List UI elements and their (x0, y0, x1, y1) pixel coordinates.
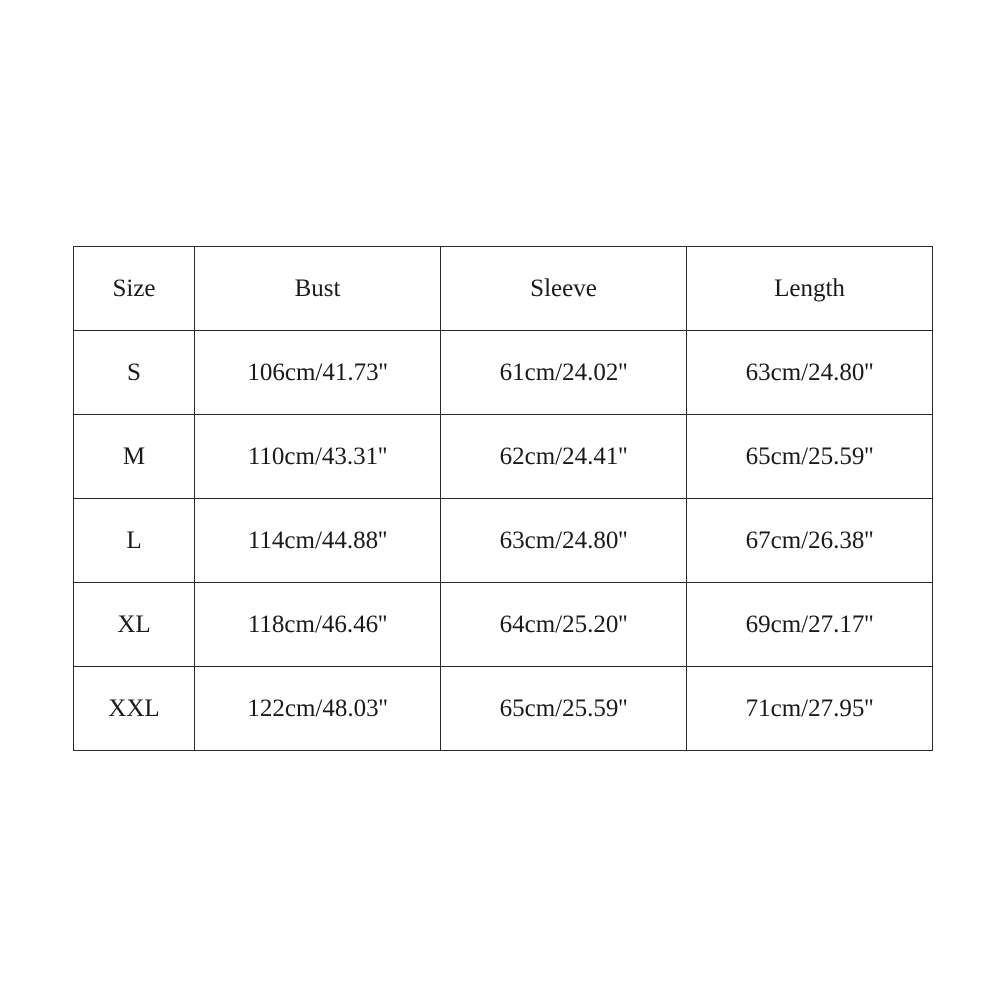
header-length: Length (687, 247, 933, 331)
cell-bust: 114cm/44.88'' (195, 499, 441, 583)
cell-sleeve: 63cm/24.80'' (441, 499, 687, 583)
cell-size: L (74, 499, 195, 583)
cell-sleeve: 61cm/24.02'' (441, 331, 687, 415)
table-row (74, 667, 933, 751)
cell-length: 71cm/27.95'' (687, 667, 933, 751)
cell-size: S (74, 331, 195, 415)
cell-sleeve: 62cm/24.41'' (441, 415, 687, 499)
cell-length: 67cm/26.38'' (687, 499, 933, 583)
cell-length: 69cm/27.17'' (687, 583, 933, 667)
size-chart-header (74, 247, 933, 331)
table-row (74, 415, 933, 499)
cell-sleeve: 65cm/25.59'' (441, 667, 687, 751)
cell-size: XXL (74, 667, 195, 751)
cell-length: 65cm/25.59'' (687, 415, 933, 499)
header-bust: Bust (195, 247, 441, 331)
cell-bust: 110cm/43.31'' (195, 415, 441, 499)
cell-bust: 118cm/46.46'' (195, 583, 441, 667)
cell-bust: 122cm/48.03'' (195, 667, 441, 751)
header-row (74, 247, 933, 331)
table-row (74, 583, 933, 667)
table-row (74, 331, 933, 415)
header-size: Size (74, 247, 195, 331)
table-row (74, 499, 933, 583)
cell-size: XL (74, 583, 195, 667)
size-chart-table (73, 246, 933, 751)
cell-sleeve: 64cm/25.20'' (441, 583, 687, 667)
header-sleeve: Sleeve (441, 247, 687, 331)
cell-size: M (74, 415, 195, 499)
cell-bust: 106cm/41.73'' (195, 331, 441, 415)
cell-length: 63cm/24.80'' (687, 331, 933, 415)
size-chart-body (74, 331, 933, 751)
